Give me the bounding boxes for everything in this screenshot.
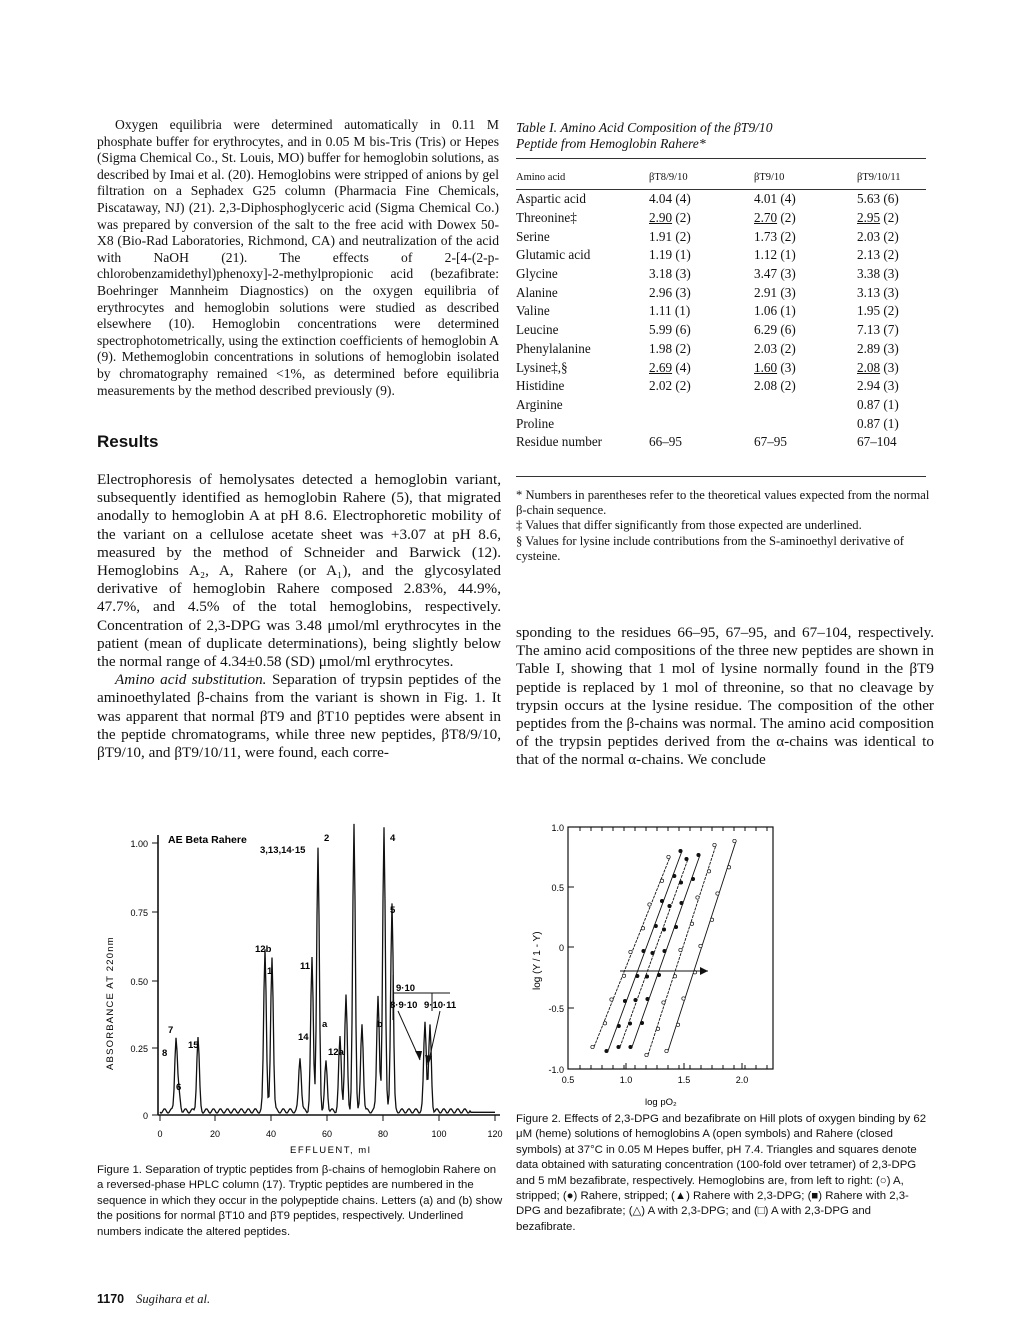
- table-cell: Lysine‡,§: [516, 359, 568, 375]
- table-row: [516, 414, 926, 433]
- table-cell: [754, 396, 857, 415]
- table-cell: 0.87 (1): [857, 415, 899, 431]
- data-point: [679, 881, 682, 884]
- table-cell: Alanine: [516, 284, 558, 300]
- data-point: [696, 896, 699, 899]
- figure-2-y-axis-label: log (Y / 1 - Y): [532, 931, 543, 990]
- data-point: [617, 1024, 620, 1027]
- methods-paragraph: Oxygen equilibria were determined automatically in 0.11 M phosphate buffer for erythrocytes, and in 0.05 M bis-Tris (Tris) or Hepes (Sigma Chemical Co., St. Louis, MO) buffer for hemoglobin solutions, as described by Imai et al. (20). Hemoglobins were stripped of anions by gel filtration on a Sephadex G25 column (Pharmacia Fine Chemicals, Piscataway, NJ) (21). 2,3-Diphosphoglyceric acid (Sigma Chemical Co.) was prepared by conversion of the salt to the free acid with Dowex 50-X8 (Bio-Rad Laboratories, Richmond, CA) and neutralization of the acid with NaOH (21). The effects of 2-[4-(2-p-chlorobenzamidethyl)phenoxy]-2-methylpropionic acid (bezafibrate: Boehringer Mannheim Diagnostics) on the oxygen equilibria of erythrocytes and hemoglobin solutions were studied as described elsewhere (10). Hemoglobin concentrations were determined spectrophotometrically, using the extinction coefficients of hemoglobin A (9). Methemoglobin concentrations in solutions of hemoglobin isolated by chromatography remained <1%, as determined before equilibria measurements by the method described previously (9).: [97, 117, 499, 398]
- table-cell: Arginine: [516, 396, 563, 412]
- data-point: [676, 1023, 679, 1026]
- peak-label: 9·10·11: [424, 1000, 457, 1011]
- table-cell: 2.96 (3): [649, 284, 691, 300]
- amino-acid-table: [516, 172, 926, 452]
- data-point: [663, 949, 666, 952]
- table-cell: 1.11 (1): [649, 303, 691, 319]
- table-cell: 2.90 (2): [649, 210, 691, 226]
- data-point: [629, 1045, 632, 1048]
- table-caption: [516, 120, 926, 152]
- table-cell: 1.60 (3): [754, 359, 796, 375]
- peak-label: 3,13,14·15: [260, 845, 306, 856]
- data-point: [623, 999, 626, 1002]
- table-cell: 2.94 (3): [857, 378, 899, 394]
- table-cell: 66–95: [649, 434, 682, 450]
- data-point: [610, 998, 613, 1001]
- results-paragraph-1: Electrophoresis of hemolysates detected a hemoglobin variant, subsequently identified as hemoglobin Rahere (5), that migrated anodally to hemoglobin A at pH 8.6. Electrophoretic mobility of the variant on a cellulose acetate sheet was +3.07 at pH 8.6, measured by the method of Schneider and Barwick (12). Hemoglobins A₂, A, Rahere (or A₁), and the glycosylated derivative of hemoglobin Rahere composed 2.83%, 44.9%, 47.7%, and 4.5% of the total hemoglobins, respectively. Concentration of 2,3-DPG was 3.48 μmol/ml erythrocytes in the patient (mean of duplicate determinations), being slightly below the normal range of 4.34±0.58 (SD) μmol/ml erythrocytes.: [97, 471, 501, 671]
- table-cell: Residue number: [516, 434, 603, 450]
- data-point: [646, 997, 649, 1000]
- table-cell: 1.06 (1): [754, 303, 796, 319]
- table-row: [516, 340, 926, 359]
- table-header: Amino acid: [516, 172, 566, 183]
- peak-label: 8·9·10: [390, 1000, 418, 1011]
- data-point: [656, 1027, 659, 1030]
- y-tick-label: 1.00: [130, 839, 148, 849]
- table-row: [516, 190, 926, 209]
- peak-label: 8: [162, 1048, 168, 1059]
- x-tick-label: 80: [377, 1129, 389, 1139]
- table-cell: 1.98 (2): [649, 340, 691, 356]
- table-cell: 2.70 (2): [754, 210, 796, 226]
- table-caption-line-2: Peptide from Hemoglobin Rahere*: [516, 136, 706, 151]
- peak-label: 5: [390, 905, 396, 916]
- table-cell: 5.99 (6): [649, 322, 691, 338]
- page-footer: [97, 1292, 210, 1307]
- peak-label: 15: [188, 1040, 199, 1051]
- x-tick-label: 0: [157, 1129, 163, 1139]
- table-cell: 4.01 (4): [754, 191, 796, 207]
- data-point: [648, 903, 651, 906]
- table-caption-line-1: Table I. Amino Acid Composition of the βT9/10: [516, 120, 773, 135]
- table-cell: 2.13 (2): [857, 247, 899, 263]
- table-cell: 2.69 (4): [649, 359, 691, 375]
- figure-2-x-axis-label: log pO₂: [645, 1097, 677, 1108]
- table-cell: 2.08 (3): [857, 359, 899, 375]
- table-bottom-rule: [516, 476, 926, 477]
- data-point: [673, 975, 676, 978]
- figure-1-y-axis-label: ABSORBANCE AT 220nm: [105, 936, 116, 1070]
- table-cell: 0.87 (1): [857, 396, 899, 412]
- data-point: [605, 1049, 608, 1052]
- table-cell: Serine: [516, 228, 550, 244]
- x-tick-label: 1.5: [677, 1075, 691, 1085]
- y-tick-label: 0: [558, 943, 564, 953]
- table-row: [516, 246, 926, 265]
- table-header: βT8/9/10: [649, 172, 688, 183]
- subsection-heading: Amino acid substitution.: [115, 671, 267, 689]
- table-cell: Threonine‡: [516, 210, 577, 226]
- figure-1-title: AE Beta Rahere: [168, 834, 247, 846]
- data-point: [679, 849, 682, 852]
- data-point: [716, 892, 719, 895]
- table-cell: Leucine: [516, 322, 559, 338]
- table-cell: 2.03 (2): [857, 228, 899, 244]
- peak-label: 7: [168, 1025, 174, 1036]
- table-row: [516, 302, 926, 321]
- peak-label: 1: [267, 966, 273, 977]
- table-cell: 7.13 (7): [857, 322, 899, 338]
- peak-label: 4: [390, 833, 396, 844]
- results-heading: Results: [97, 432, 159, 451]
- x-tick-label: 20: [209, 1129, 221, 1139]
- chromatogram-trace: [160, 824, 495, 1113]
- data-point: [622, 974, 625, 977]
- table-cell: Phenylalanine: [516, 340, 591, 356]
- table-cell: 2.89 (3): [857, 340, 899, 356]
- data-point: [697, 853, 700, 856]
- table-header: βT9/10: [754, 172, 785, 183]
- table-cell: 6.29 (6): [754, 322, 796, 338]
- table-cell: Valine: [516, 303, 550, 319]
- table-cell: 2.03 (2): [754, 340, 796, 356]
- peak-label: 12a: [328, 1047, 344, 1058]
- data-point: [628, 1022, 631, 1025]
- table-cell: 2.08 (2): [754, 378, 796, 394]
- data-point: [710, 918, 713, 921]
- table-row: [516, 265, 926, 284]
- y-tick-label: -1.0: [548, 1065, 564, 1075]
- data-point: [662, 1001, 665, 1004]
- x-tick-label: 60: [321, 1129, 333, 1139]
- data-point: [682, 997, 685, 1000]
- table-cell: 3.13 (3): [857, 284, 899, 300]
- table-cell: 67–104: [857, 434, 897, 450]
- data-point: [640, 1021, 643, 1024]
- data-point: [636, 974, 639, 977]
- table-row: [516, 377, 926, 396]
- table-cell: 1.73 (2): [754, 228, 796, 244]
- y-tick-label: -0.5: [548, 1004, 564, 1014]
- peak-label: 12b: [255, 944, 272, 955]
- data-point: [665, 1049, 668, 1052]
- figure-1-caption: Figure 1. Separation of tryptic peptides from β-chains of hemoglobin Rahere on a reversed-phase HPLC column (17). Tryptic peptides are numbered in the sequence in which they occur in the polypeptide chains. Letters (a) and (b) show the positions for normal βT10 and βT9 peptides, respectively. Underlined numbers indicate the altered peptides.: [97, 1164, 503, 1238]
- table-top-rule: [516, 158, 926, 159]
- data-point: [654, 924, 657, 927]
- table-cell: [644, 396, 754, 415]
- table-cell: 3.18 (3): [649, 266, 691, 282]
- x-tick-label: 100: [431, 1129, 447, 1139]
- table-row: [516, 321, 926, 340]
- figure-2-caption: Figure 2. Effects of 2,3-DPG and bezafibrate on Hill plots of oxygen binding by 62 μM (heme) solutions of hemoglobins A (open symbols) and Rahere (closed symbols) at 37°C in 0.05 M Hepes buffer, pH 7.4. Triangles and squares denote data obtained with saturating concentration (100-fold over tetramer) of 2,3-DPG and 5 mM bezafibrate, respectively. Hemoglobins are, from left to right: (○) A, stripped; (●) Rahere, stripped; (▲) Rahere with 2,3-DPG; (■) Rahere with 2,3-DPG and bezafibrate; (△) A with 2,3-DPG; and (□) A with 2,3-DPG and bezafibrate.: [516, 1113, 927, 1233]
- x-tick-label: 120: [487, 1129, 503, 1139]
- table-note: * Numbers in parentheses refer to the theoretical values expected from the normal β-chain sequence.: [516, 488, 930, 518]
- peak-label: a: [322, 1019, 328, 1030]
- data-point: [679, 948, 682, 951]
- data-point: [645, 975, 648, 978]
- table-row: [516, 358, 926, 377]
- table-cell: 2.02 (2): [649, 378, 691, 394]
- data-point: [685, 857, 688, 860]
- table-cell: 3.47 (3): [754, 266, 796, 282]
- table-row: [516, 227, 926, 246]
- table-notes: [516, 488, 932, 564]
- results-column-2-paragraph: sponding to the residues 66–95, 67–95, and 67–104, respectively. The amino acid compositions of the three new peptides are shown in Table I, showing that 1 mol of lysine normally found in the βT9 peptide is replaced by 1 mol of threonine, so that no cleavage by trypsin occurs at the lysine residue. The composition of the other peptides from the β-chains was normal. The amino acid composition of the trypsin peptides derived from the α-chains was identical to that of the normal α-chains. We conclude: [516, 624, 934, 769]
- table-cell: Glycine: [516, 266, 558, 282]
- figure-1-chromatogram: [100, 815, 510, 1165]
- data-point: [634, 998, 637, 1001]
- x-tick-label: 2.0: [735, 1075, 749, 1085]
- table-cell: Glutamic acid: [516, 247, 591, 263]
- y-tick-label: 0.75: [130, 908, 148, 918]
- peak-label: 6: [176, 1082, 182, 1093]
- x-tick-label: 40: [265, 1129, 277, 1139]
- figure-1-x-axis-label: EFFLUENT, ml: [290, 1145, 372, 1156]
- data-point: [657, 973, 660, 976]
- table-cell: 2.91 (3): [754, 284, 796, 300]
- table-cell: 1.12 (1): [754, 247, 796, 263]
- table-row: [516, 433, 926, 452]
- table-cell: Histidine: [516, 378, 565, 394]
- table-row: [516, 396, 926, 415]
- table-cell: Aspartic acid: [516, 191, 586, 207]
- peak-label: 2: [324, 833, 330, 844]
- y-tick-label: 1.0: [551, 823, 564, 833]
- y-tick-label: 0.50: [130, 977, 148, 987]
- table-cell: 2.95 (2): [857, 210, 899, 226]
- figure-2-hill-plot: [520, 815, 790, 1110]
- table-cell: 3.38 (3): [857, 266, 899, 282]
- running-authors: Sugihara et al.: [136, 1292, 211, 1306]
- table-cell: [644, 414, 754, 433]
- data-point: [662, 928, 665, 931]
- table-cell: Proline: [516, 415, 555, 431]
- data-point: [642, 949, 645, 952]
- data-point: [651, 951, 654, 954]
- y-tick-label: 0.5: [551, 883, 564, 893]
- results-paragraph-2: [97, 671, 501, 762]
- table-cell: 1.19 (1): [649, 247, 691, 263]
- table-row: [516, 283, 926, 302]
- page-number: 1170: [97, 1292, 125, 1306]
- data-point: [617, 1045, 620, 1048]
- x-tick-label: 0.5: [561, 1075, 575, 1085]
- table-cell: 4.04 (4): [649, 191, 691, 207]
- y-tick-label: 0: [142, 1111, 148, 1121]
- peak-label: 9·10: [396, 983, 416, 994]
- data-point: [629, 950, 632, 953]
- table-note: § Values for lysine include contributions from the S-aminoethyl derivative of cysteine.: [516, 533, 904, 563]
- table-header: βT9/10/11: [857, 172, 901, 183]
- data-point: [591, 1045, 594, 1048]
- data-point: [660, 899, 663, 902]
- table-note: ‡ Values that differ significantly from those expected are underlined.: [516, 518, 862, 533]
- data-point: [680, 901, 683, 904]
- table-row: [516, 209, 926, 228]
- data-point: [713, 843, 716, 846]
- data-point: [707, 870, 710, 873]
- table-cell: [754, 414, 857, 433]
- data-point: [645, 1053, 648, 1056]
- table-cell: 67–95: [754, 434, 787, 450]
- results-paragraph-2-text: Separation of trypsin peptides of the aminoethylated β-chains from the variant is shown in Fig. 1. It was apparent that normal βT9 and βT10 peptides were absent in the peptide chromatograms, while three new peptides, βT8/9/10, βT9/10, and βT9/10/11, were found, each corre-: [97, 671, 502, 762]
- data-point: [690, 922, 693, 925]
- peak-label: 11: [300, 961, 311, 972]
- data-point: [641, 927, 644, 930]
- y-tick-label: 0.25: [130, 1044, 148, 1054]
- x-tick-label: 1.0: [619, 1075, 633, 1085]
- data-point: [691, 877, 694, 880]
- peak-label: 14: [298, 1032, 309, 1043]
- table-cell: 5.63 (6): [857, 191, 899, 207]
- data-point: [673, 874, 676, 877]
- data-point: [667, 855, 670, 858]
- data-point: [699, 944, 702, 947]
- data-point: [603, 1022, 606, 1025]
- data-point: [674, 925, 677, 928]
- peak-label: b: [377, 1019, 383, 1030]
- data-point: [660, 879, 663, 882]
- data-point: [668, 904, 671, 907]
- table-cell: 1.95 (2): [857, 303, 899, 319]
- table-cell: 1.91 (2): [649, 228, 691, 244]
- data-point: [733, 839, 736, 842]
- data-point: [727, 866, 730, 869]
